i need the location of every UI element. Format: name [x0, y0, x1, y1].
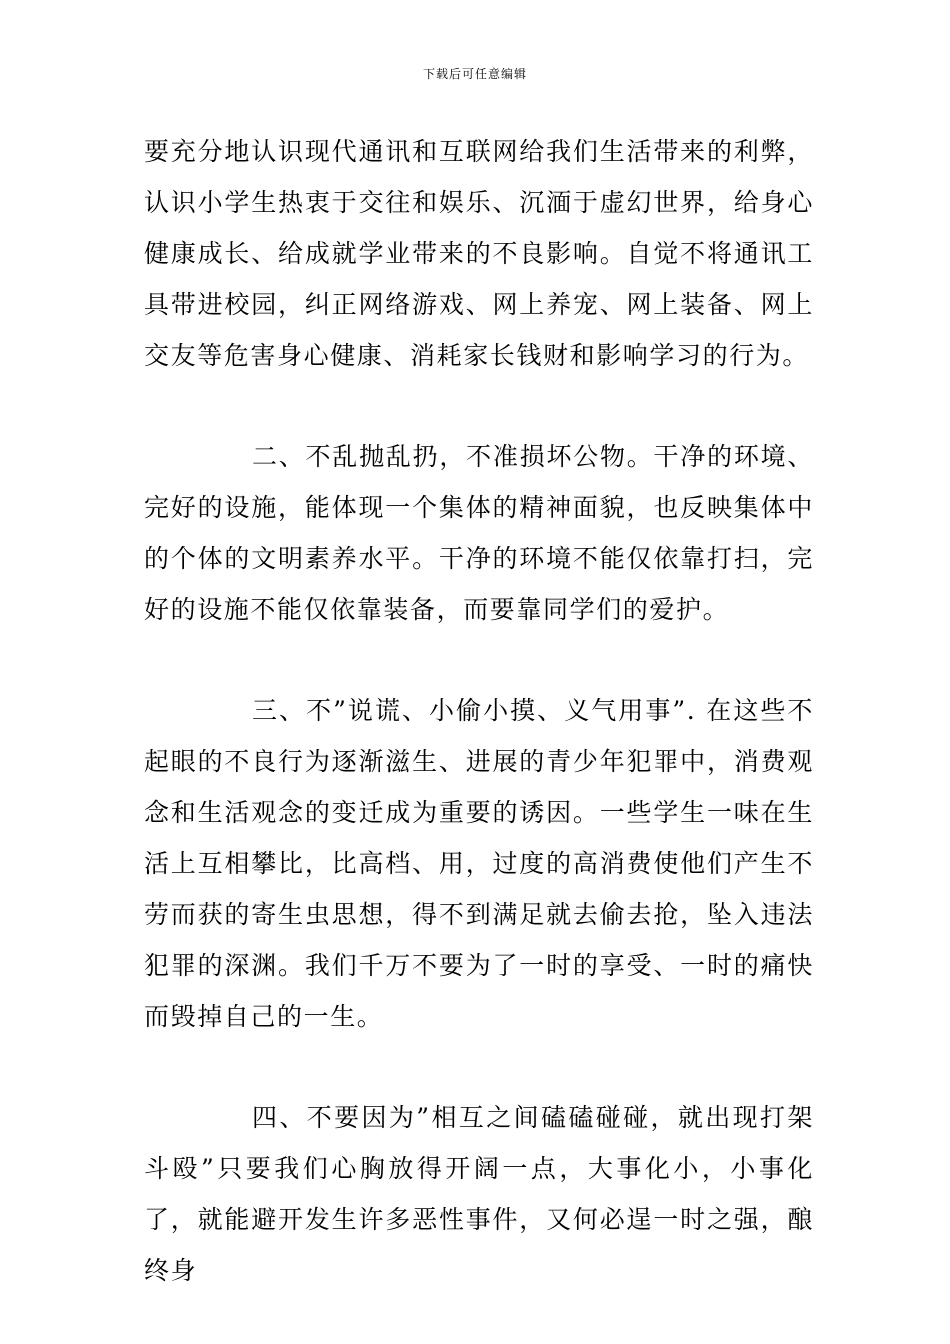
- paragraph-3: 三、不”说谎、小偷小摸、义气用事”. 在这些不起眼的不良行为逐渐滋生、进展的青少年犯罪中，消费观念和生活观念的变迁成为重要的诱因。一些学生一味在生活上互相攀比，比高档、用，过度的高消费使他们产生不劳而获的寄生虫思想，得不到满足就去偷去抢，坠入违法犯罪的深渊。我们千万不要为了一时的享受、一时的痛快而毁掉自己的一生。: [144, 696, 814, 1031]
- paragraph-continuation: 要充分地认识现代通讯和互联网给我们生活带来的利弊，认识小学生热衷于交往和娱乐、沉湎于虚幻世界，给身心健康成长、给成就学业带来的不良影响。自觉不将通讯工具带进校园，纠正网络游戏、网上养宠、网上装备、网上交友等危害身心健康、消耗家长钱财和影响学习的行为。: [144, 137, 814, 370]
- document-body: [144, 126, 814, 1296]
- paragraph-4: 四、不要因为”相互之间磕磕碰碰，就出现打架斗殴”只要我们心胸放得开阔一点，大事化小，小事化了，就能避开发生许多恶性事件，又何必逞一时之强，酿终身: [144, 1103, 814, 1285]
- paragraph-2: 二、不乱抛乱扔，不准损坏公物。干净的环境、完好的设施，能体现一个集体的精神面貌，也反映集体中的个体的文明素养水平。干净的环境不能仅依靠打扫，完好的设施不能仅依靠装备，而要靠同学们的爱护。: [144, 442, 814, 624]
- header-note: 下载后可任意编辑: [422, 67, 527, 81]
